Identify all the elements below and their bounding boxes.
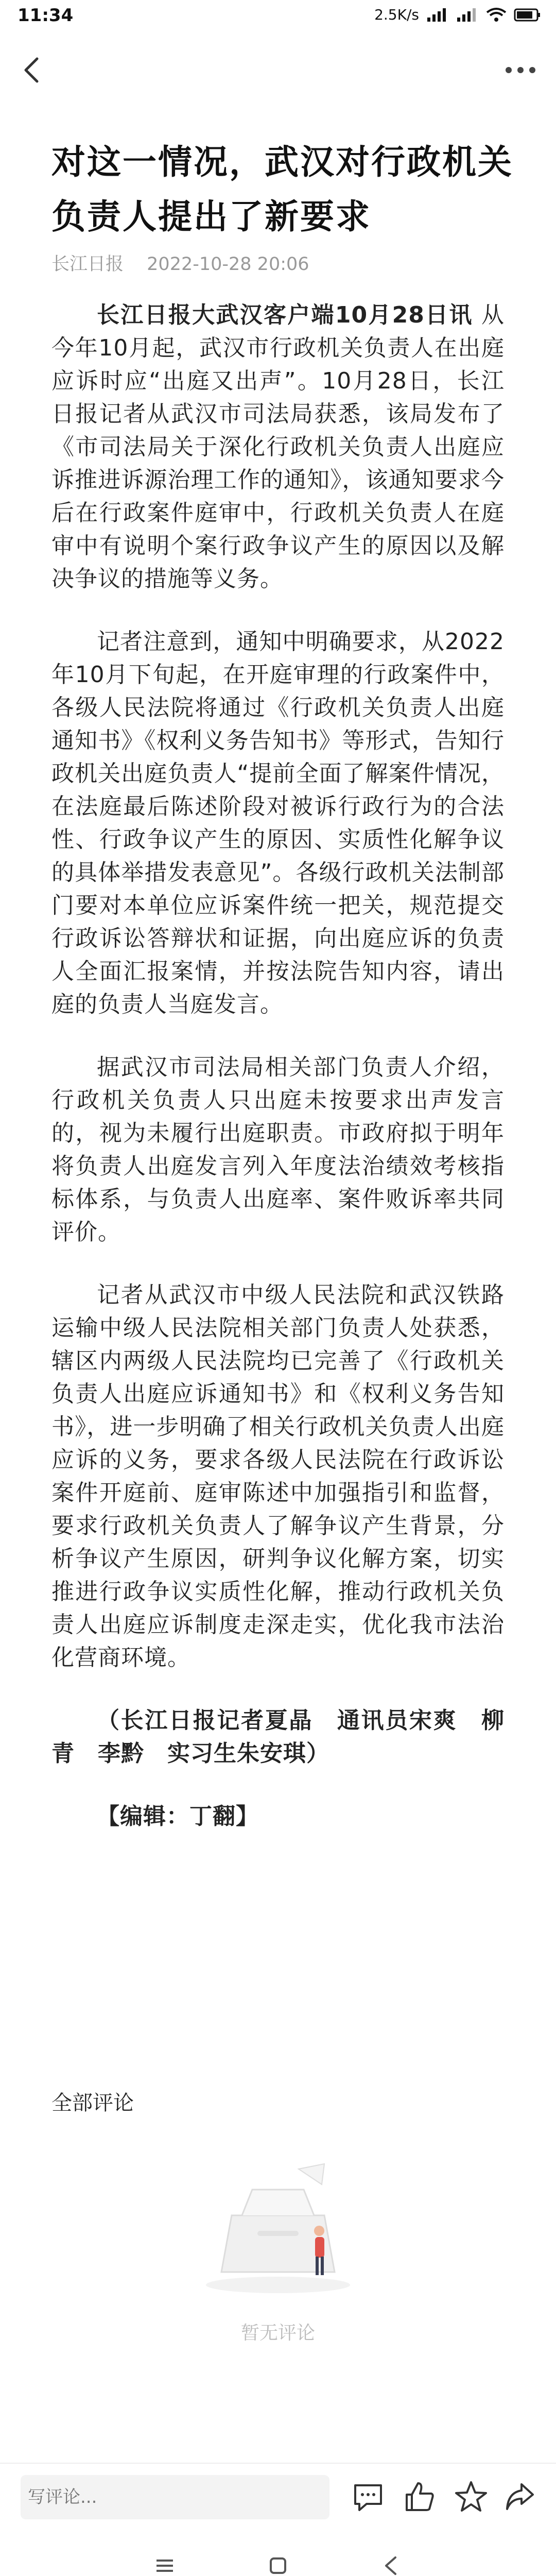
editor-credit: 【编辑：丁翻】	[97, 1803, 259, 1829]
battery-icon	[514, 8, 542, 22]
back-triangle-icon[interactable]	[376, 2550, 407, 2576]
article-source[interactable]: 长江日报	[51, 254, 124, 275]
empty-comments-text: 暂无评论	[240, 2323, 315, 2344]
byline: （长江日报记者夏晶 通讯员宋爽 柳青 李黔 实习生朱安琪）	[51, 1707, 505, 1767]
paragraph-1-text: 从今年10月起，武汉市行政机关负责人在出庭应诉时应“出庭又出声”。10月28日，长江日报记者从武汉市司法局获悉，该局发布了《市司法局关于深化行政机关负责人出庭应诉推进诉源治理工作的通知》，该通知要求今后在行政案件庭审中，行政机关负责人在庭审中有说明个案行政争议产生的原因以及解决争议的措施等义务。	[51, 302, 505, 592]
article-body	[51, 299, 505, 1863]
signal-icon-2	[456, 7, 479, 23]
paragraph-1	[51, 299, 505, 596]
favorite-star-icon[interactable]	[453, 2479, 489, 2515]
signal-icon	[426, 7, 449, 23]
paragraph-4: 记者从武汉市中级人民法院和武汉铁路运输中级人民法院相关部门负责人处获悉，辖区内两级人民法院均已完善了《行政机关负责人出庭应诉通知书》和《权利义务告知书》，进一步明确了相关行政机关负责人出庭应诉的义务，要求各级人民法院在行政诉讼案件开庭前、庭审陈述中加强指引和监督，要求行政机关负责人了解争议产生背景，分析争议产生原因，研判争议化解方案，切实推进行政争议实质性化解，推动行政机关负责人出庭应诉制度走深走实，优化我市法治化营商环境。	[51, 1282, 505, 1671]
paragraph-2: 记者注意到，通知中明确要求，从2022年10月下旬起，在开庭审理的行政案件中，各级人民法院将通过《行政机关负责人出庭通知书》《权利义务告知书》等形式，告知行政机关出庭负责人“提前全面了解案件情况，在法庭最后陈述阶段对被诉行政行为的合法性、行政争议产生的原因、实质性化解争议的具体举措发表意见”。各级行政机关法制部门要对本单位应诉案件统一把关，规范提交行政诉讼答辩状和证据，向出庭应诉的负责人全面汇报案情，并按法院告知内容，请出庭的负责人当庭发言。	[51, 629, 505, 1018]
paragraph-3: 据武汉市司法局相关部门负责人介绍，行政机关负责人只出庭未按要求出声发言的，视为未履行出庭职责。市政府拟于明年将负责人出庭发言列入年度法治绩效考核指标体系，与负责人出庭率、案件败诉率共同评价。	[51, 1054, 505, 1245]
system-nav-bar	[0, 2530, 556, 2576]
net-speed: 2.5K/s	[374, 6, 419, 23]
status-bar	[0, 0, 556, 34]
article-meta	[51, 250, 309, 276]
status-indicators	[374, 6, 542, 23]
article-title: 对这一情况，武汉对行政机关负责人提出了新要求	[51, 142, 513, 236]
menu-lines-icon[interactable]	[149, 2550, 180, 2576]
lead-dateline: 长江日报大武汉客户端10月28日讯	[97, 302, 473, 328]
back-arrow-icon[interactable]	[18, 55, 48, 86]
wifi-icon	[486, 7, 507, 23]
more-options-icon[interactable]	[502, 60, 538, 80]
like-icon[interactable]	[402, 2479, 438, 2515]
nav-bar	[0, 34, 556, 101]
empty-comments-illustration-icon	[196, 2154, 360, 2298]
comment-icon[interactable]	[350, 2479, 386, 2515]
status-time: 11:34	[18, 5, 74, 26]
bottom-action-bar	[0, 2463, 556, 2531]
home-square-icon[interactable]	[263, 2550, 293, 2576]
share-icon[interactable]	[502, 2479, 538, 2515]
comment-input[interactable]	[21, 2475, 329, 2519]
article-date: 2022-10-28 20:06	[147, 254, 309, 275]
comments-title: 全部评论	[51, 2091, 134, 2115]
